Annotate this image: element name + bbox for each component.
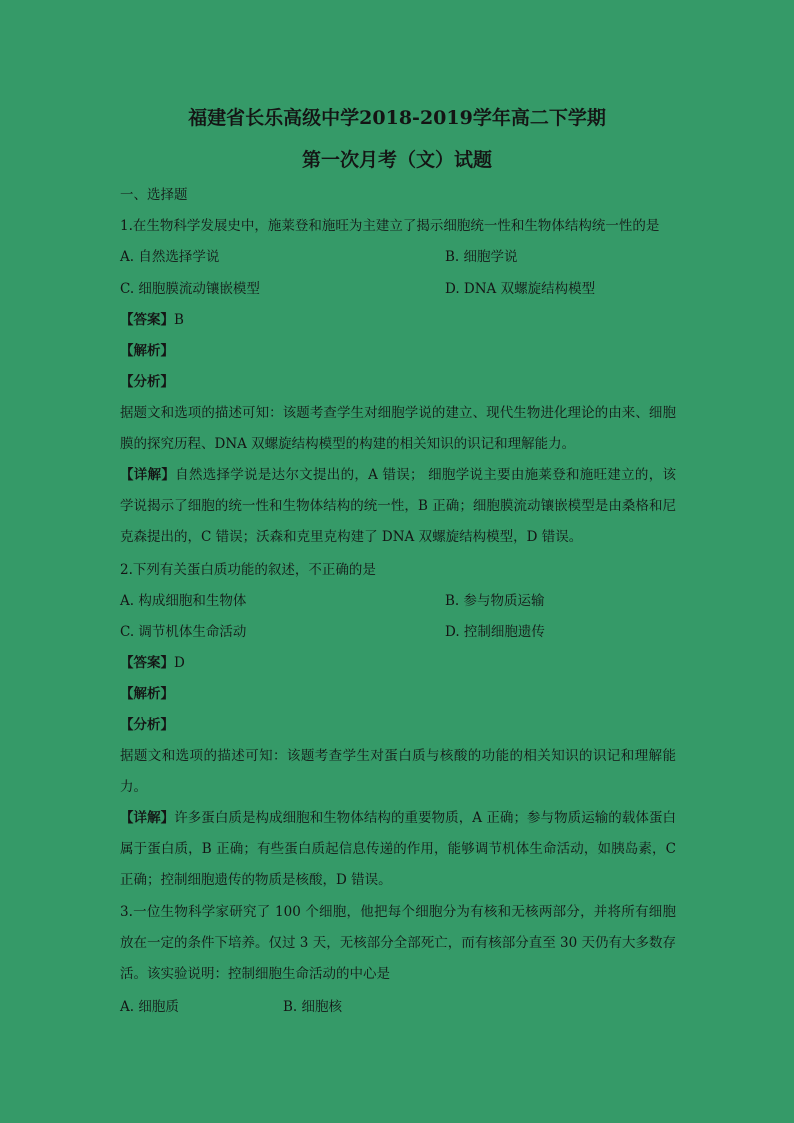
q2-jiexi-tag: 【解析】 [120, 686, 174, 702]
q1-option-a: A. 自然选择学说 [120, 249, 220, 265]
q2-fenxi-tag: 【分析】 [120, 717, 174, 733]
q1-option-c: C. 细胞膜流动镶嵌模型 [120, 281, 260, 297]
q2-answer-tag: 【答案】 [120, 655, 174, 671]
q3-option-b: B. 细胞核 [283, 999, 343, 1015]
q1-detail: 自然选择学说是达尔文提出的，A 错误； 细胞学说主要由施莱登和施旺建立的，该学说揭示了细胞的统一性和生物体结构的统一性，B 正确；细胞膜流动镶嵌模型是由桑格和尼克森提出的，C 错误；沃森和克里克构建了 DNA 双螺旋结构模型，D 错误。 [120, 467, 676, 545]
q1-analysis: 据题文和选项的描述可知：该题考查学生对细胞学说的建立、现代生物进化理论的由来、细胞膜的探究历程、DNA 双螺旋结构模型的构建的相关知识的识记和理解能力。 [120, 405, 676, 452]
q2-option-d: D. 控制细胞遗传 [445, 624, 545, 640]
q1-option-d: D. DNA 双螺旋结构模型 [445, 281, 596, 297]
q2-answer: D [174, 655, 185, 671]
q2-stem: 2.下列有关蛋白质功能的叙述，不正确的是 [120, 562, 376, 578]
q1-detail-paragraph [120, 460, 676, 553]
q3-stem: 3.一位生物科学家研究了 100 个细胞，他把每个细胞分为有核和无核两部分，并将所有细胞放在一定的条件下培养。仅过 3 天，无核部分全部死亡，而有核部分直至 30 天仍有大多数存活。该实验说明：控制细胞生命活动的中心是 [120, 904, 676, 982]
section-heading: 一、选择题 [120, 187, 188, 203]
q3-option-a: A. 细胞质 [120, 999, 179, 1015]
q2-answer-line [120, 653, 185, 673]
q2-detail: 许多蛋白质是构成细胞和生物体结构的重要物质，A 正确；参与物质运输的载体蛋白属于蛋白质，B 正确；有些蛋白质起信息传递的作用，能够调节机体生命活动，如胰岛素，C 正确；控制细胞遗传的物质是核酸，D 错误。 [120, 810, 677, 888]
q2-detail-tag: 【详解】 [120, 810, 175, 826]
exam-title-line1: 福建省长乐高级中学2018-2019学年高二下学期 [188, 107, 606, 129]
q1-option-b: B. 细胞学说 [445, 249, 518, 265]
q1-detail-tag: 【详解】 [120, 467, 176, 483]
q2-detail-paragraph [120, 803, 676, 896]
q2-analysis: 据题文和选项的描述可知：该题考查学生对蛋白质与核酸的功能的相关知识的识记和理解能力。 [120, 748, 676, 795]
q1-stem: 1.在生物科学发展史中，施莱登和施旺为主建立了揭示细胞统一性和生物体结构统一性的是 [120, 218, 660, 234]
q2-option-a: A. 构成细胞和生物体 [120, 593, 247, 609]
q1-answer-line [120, 310, 184, 330]
q1-jiexi-tag: 【解析】 [120, 343, 174, 359]
q2-option-c: C. 调节机体生命活动 [120, 624, 247, 640]
exam-title-line2: 第一次月考（文）试题 [301, 149, 492, 171]
q1-fenxi-tag: 【分析】 [120, 374, 174, 390]
q2-option-b: B. 参与物质运输 [445, 593, 545, 609]
q1-answer: B [174, 312, 184, 328]
q1-answer-tag: 【答案】 [120, 312, 174, 328]
